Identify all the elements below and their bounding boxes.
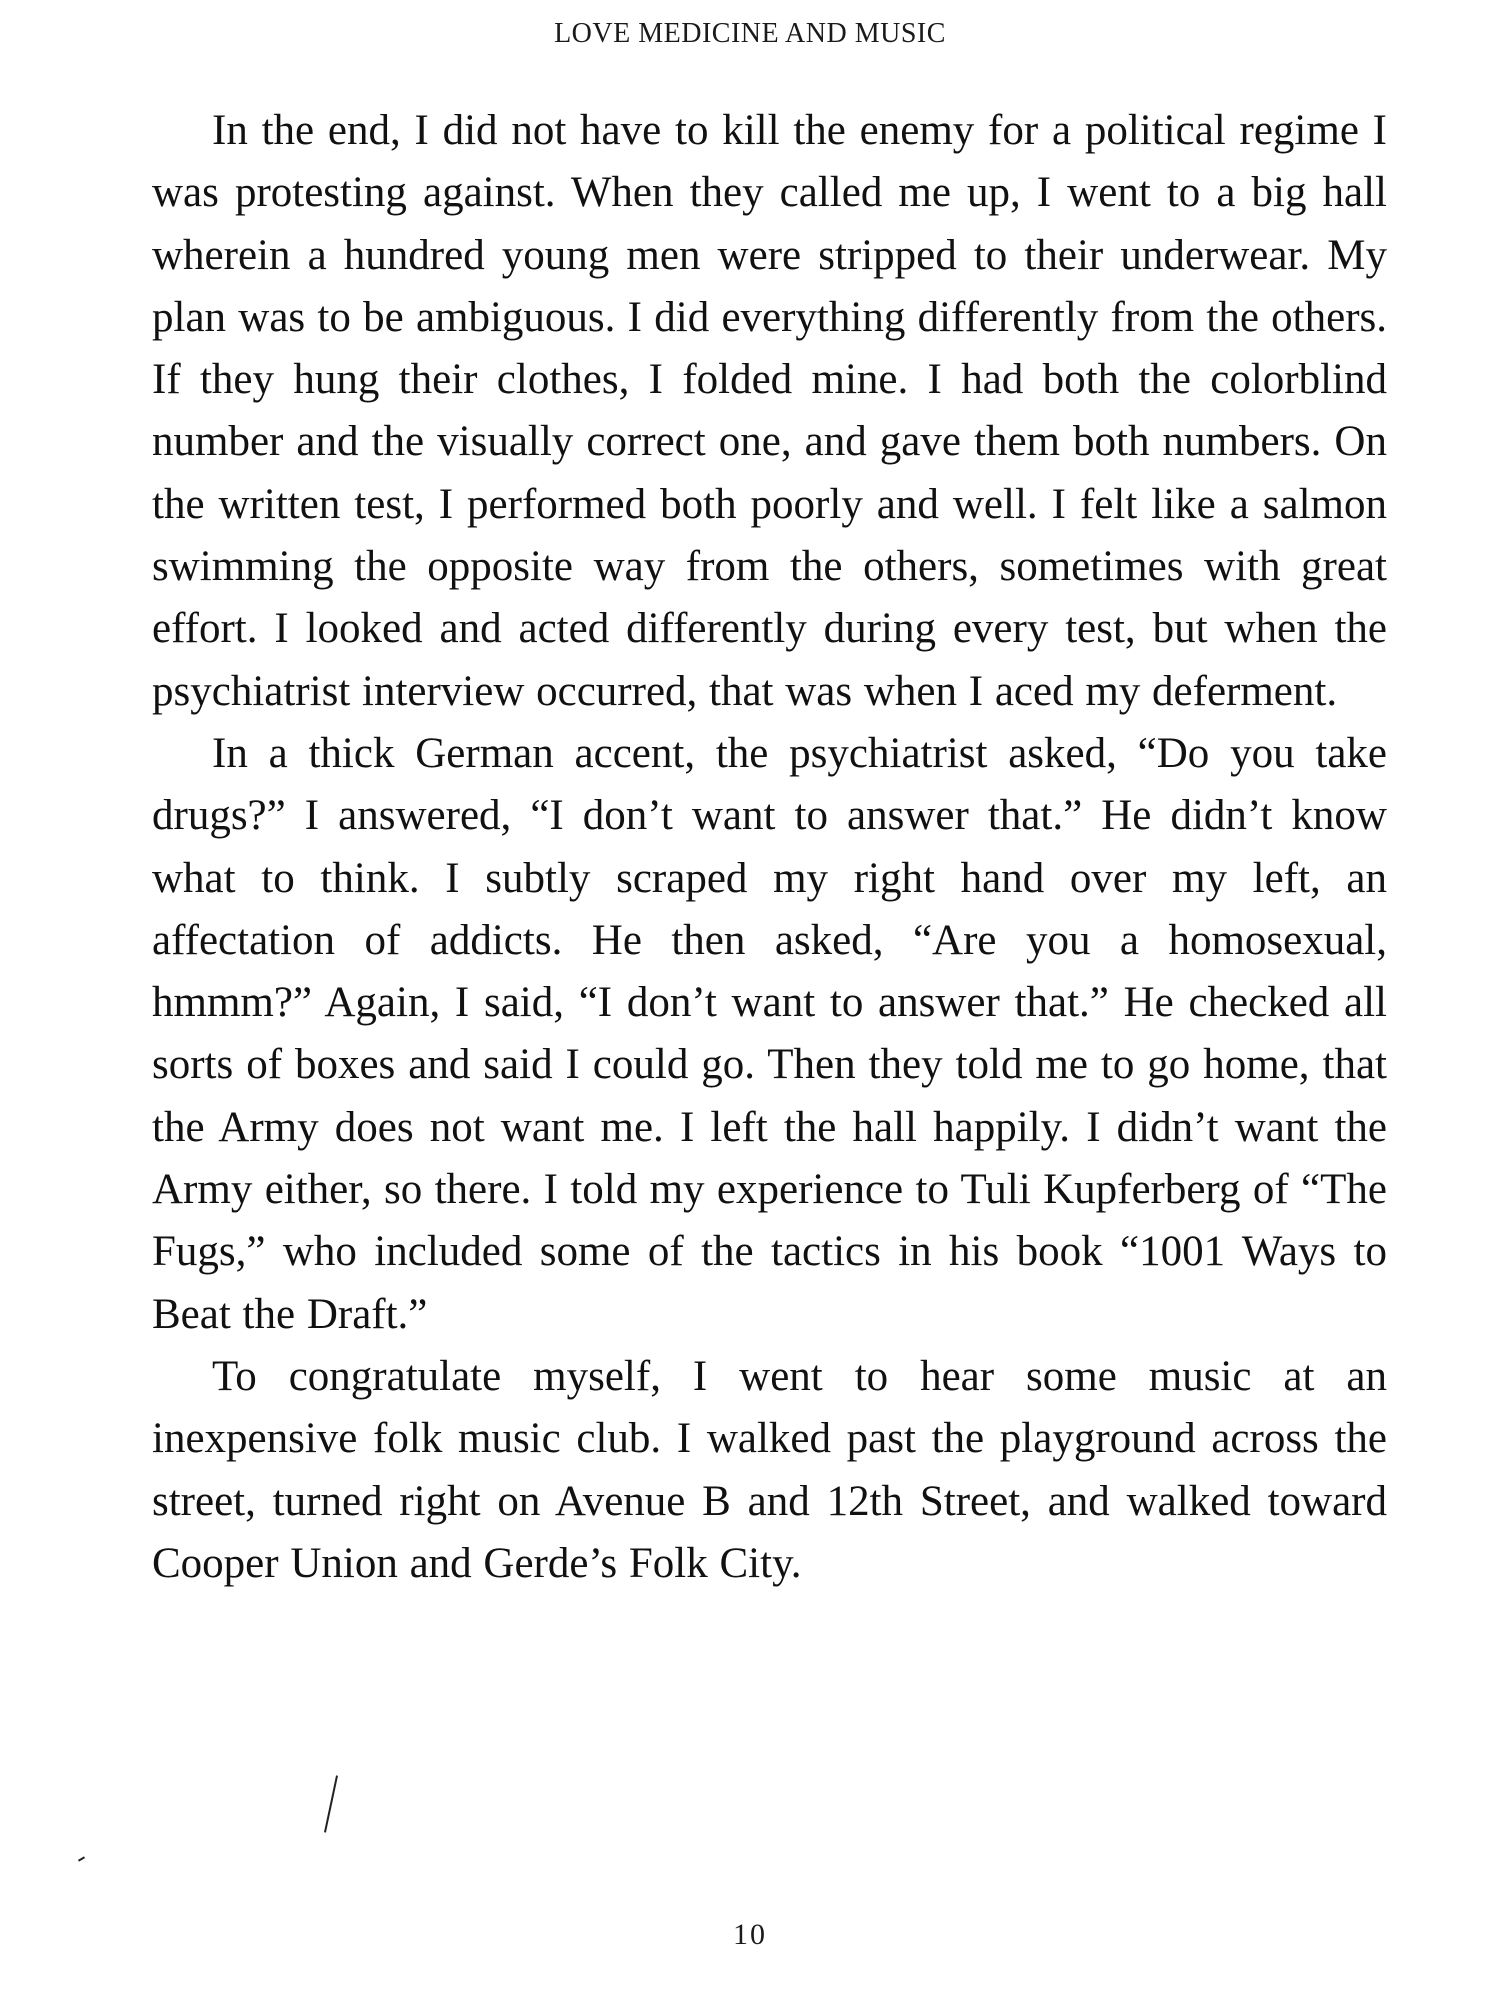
stray-pen-mark <box>324 1775 338 1832</box>
paragraph-2: In a thick German accent, the psychiatrist asked, “Do you take drugs?” I answered, “I don’t want to answer that.” He didn’t know what to think. I subtly scraped my right hand over my left, an affectation of addicts. He then asked, “Are you a homosexual, hmmm?” Again, I said, “I don’t want to answer that.” He checked all sorts of boxes and said I could go. Then they told me to go home, that the Army does not want me. I left the hall happily. I didn’t want the Army either, so there. I told my experience to Tuli Kupferberg of “The Fugs,” who included some of the tactics in his book “1001 Ways to Beat the Draft.” <box>152 729 1387 1338</box>
paragraph-3: To congratulate myself, I went to hear some music at an inexpensive folk music club. I walked past the playground across the street, turned right on Avenue B and 12th Street, and walked toward Cooper Union and Gerde’s Folk City. <box>152 1352 1387 1587</box>
page-number: 10 <box>733 1918 767 1951</box>
running-head: LOVE MEDICINE AND MUSIC <box>554 18 946 49</box>
body-text <box>152 100 1387 1595</box>
paragraph-1: In the end, I did not have to kill the enemy for a political regime I was protesting against. When they called me up, I went to a big hall wherein a hundred young men were stripped to their underwear. My plan was to be ambiguous. I did everything differently from the others. If they hung their clothes, I folded mine. I had both the colorblind number and the visually correct one, and gave them both numbers. On the written test, I performed both poorly and well. I felt like a salmon swimming the opposite way from the others, sometimes with great effort. I looked and acted differently during every test, but when the psychiatrist interview occurred, that was when I aced my deferment. <box>152 107 1387 715</box>
stray-scan-speck <box>78 1856 85 1861</box>
